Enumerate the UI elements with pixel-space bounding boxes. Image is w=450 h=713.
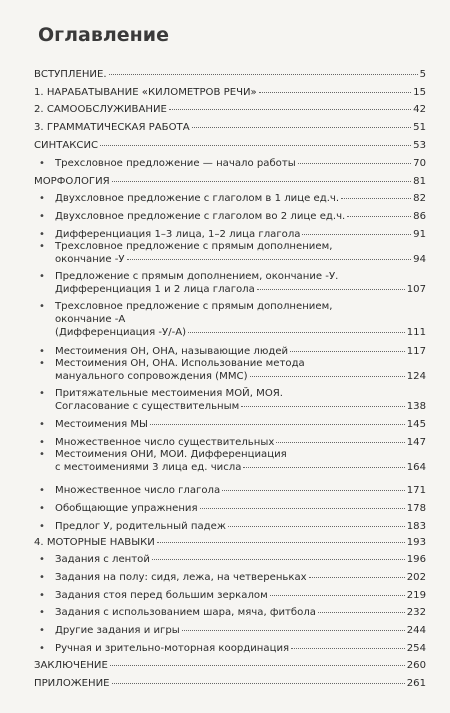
toc-entry[interactable]: [34, 68, 426, 81]
toc-page-number: 193: [406, 537, 426, 548]
toc-entry-text: 4. МОТОРНЫЕ НАВЫКИ: [34, 537, 155, 548]
toc-entry[interactable]: [39, 448, 426, 474]
dot-leader: [182, 630, 405, 631]
dot-leader: [298, 163, 411, 164]
toc-entry-text: ЗАКЛЮЧЕНИЕ: [34, 660, 108, 671]
bullet-icon: •: [39, 590, 45, 601]
toc-entry[interactable]: [34, 121, 426, 134]
dot-leader: [222, 490, 405, 491]
toc-entry[interactable]: [39, 606, 426, 619]
bullet-icon: •: [39, 643, 45, 654]
toc-entry-text: Местоимения МЫ: [55, 419, 148, 430]
dot-leader: [241, 406, 405, 407]
toc-entry-text: Предложение с прямым дополнением, окончание -У.: [55, 271, 339, 282]
bullet-icon: •: [39, 358, 45, 369]
bullet-icon: •: [39, 437, 45, 448]
dot-leader: [127, 259, 412, 260]
toc-entry[interactable]: [39, 300, 426, 339]
dot-leader: [188, 332, 405, 333]
toc-page-number: 111: [406, 327, 426, 338]
toc-entry-text: МОРФОЛОГИЯ: [34, 176, 110, 187]
dot-leader: [157, 542, 405, 543]
bullet-icon: •: [39, 554, 45, 565]
bullet-icon: •: [39, 301, 45, 312]
dot-leader: [250, 376, 405, 377]
toc-entry[interactable]: [39, 270, 426, 296]
toc-page-number: 147: [406, 437, 426, 448]
toc-page-number: 107: [406, 284, 426, 295]
toc-entry-text: (Дифференциация -У/-А): [55, 327, 187, 338]
dot-leader: [341, 198, 411, 199]
toc-page-number: 244: [406, 625, 426, 636]
toc-entry-text: Предлог У, родительный падеж: [55, 521, 226, 532]
bullet-icon: •: [39, 193, 45, 204]
dot-leader: [112, 683, 405, 684]
dot-leader: [200, 508, 405, 509]
bullet-icon: •: [39, 485, 45, 496]
toc-entry-text: Дифференциация 1 и 2 лица глагола: [55, 284, 255, 295]
dot-leader: [318, 612, 405, 613]
toc-entry-text: окончание -А: [55, 314, 126, 325]
toc-entry-text: окончание -У: [55, 254, 125, 265]
toc-page-number: 254: [406, 643, 426, 654]
toc-entry-text: Согласование с существительным: [55, 401, 240, 412]
bullet-icon: •: [39, 503, 45, 514]
toc-entry-text: Дифференциация 1–3 лица, 1–2 лица глагола: [55, 229, 301, 240]
toc-page-number: 5: [419, 69, 426, 80]
toc-page-number: 117: [406, 346, 426, 357]
toc-entry-text: Притяжательные местоимения МОЙ, МОЯ.: [55, 388, 284, 399]
bullet-icon: •: [39, 625, 45, 636]
toc-page-number: 178: [406, 503, 426, 514]
toc-entry-text: СИНТАКСИС: [34, 140, 99, 151]
toc-page-number: 15: [413, 87, 426, 98]
dot-leader: [290, 351, 405, 352]
bullet-icon: •: [39, 607, 45, 618]
toc-page-number: 82: [413, 193, 426, 204]
bullet-icon: •: [39, 572, 45, 583]
toc-entry-text: Задания стоя перед большим зеркалом: [55, 590, 268, 601]
toc-entry[interactable]: [39, 642, 426, 655]
toc-entry-text: ВСТУПЛЕНИЕ.: [34, 69, 107, 80]
dot-leader: [169, 109, 411, 110]
bullet-icon: •: [39, 158, 45, 169]
toc-entry[interactable]: [39, 210, 426, 223]
toc-entry-text: Обобщающие упражнения: [55, 503, 198, 514]
toc-entry-text: Задания на полу: сидя, лежа, на четвереньках: [55, 572, 307, 583]
toc-entry[interactable]: [39, 553, 426, 566]
toc-entry[interactable]: [34, 536, 426, 549]
toc-entry[interactable]: [39, 192, 426, 205]
toc-page-number: 53: [413, 140, 426, 151]
page-title: Оглавление: [38, 24, 169, 46]
toc-entry-text: с местоимениями 3 лица ед. числа: [55, 462, 242, 473]
toc-entry-text: Двухсловное предложение с глаголом в 1 лице ед.ч.: [55, 193, 340, 204]
toc-page-number: 232: [406, 607, 426, 618]
toc-page-number: 171: [406, 485, 426, 496]
bullet-icon: •: [39, 521, 45, 532]
toc-entry[interactable]: [34, 677, 426, 690]
toc-entry[interactable]: [39, 624, 426, 637]
toc-entry[interactable]: [39, 418, 426, 431]
toc-page-number: 51: [413, 122, 426, 133]
dot-leader: [276, 442, 404, 443]
dot-leader: [347, 216, 411, 217]
dot-leader: [291, 648, 405, 649]
toc-entry[interactable]: [39, 571, 426, 584]
toc-entry-text: Местоимения ОН, ОНА, называющие людей: [55, 346, 289, 357]
toc-page-number: 81: [413, 176, 426, 187]
toc-entry[interactable]: [34, 103, 426, 116]
toc-page-number: 261: [406, 678, 426, 689]
dot-leader: [257, 289, 405, 290]
bullet-icon: •: [39, 346, 45, 357]
dot-leader: [110, 665, 405, 666]
toc-entry-text: Задания с лентой: [55, 554, 150, 565]
toc-entry-text: Местоимения ОНИ, МОИ. Дифференциация: [55, 449, 287, 460]
toc-page-number: 164: [406, 462, 426, 473]
toc-entry-text: Множественное число существительных: [55, 437, 275, 448]
toc-entry-text: Трехсловное предложение с прямым дополнением,: [55, 241, 333, 252]
toc-entry-text: Трехсловное предложение — начало работы: [55, 158, 296, 169]
dot-leader: [309, 577, 405, 578]
toc-page-number: 145: [406, 419, 426, 430]
dot-leader: [302, 234, 411, 235]
dot-leader: [100, 145, 411, 146]
dot-leader: [109, 74, 418, 75]
toc-page-number: 124: [406, 371, 426, 382]
dot-leader: [112, 181, 412, 182]
toc-entry[interactable]: [34, 139, 426, 152]
bullet-icon: •: [39, 229, 45, 240]
toc-entry-text: Ручная и зрительно-моторная координация: [55, 643, 290, 654]
toc-page-number: 42: [413, 104, 426, 115]
dot-leader: [150, 424, 405, 425]
toc-entry-text: Двухсловное предложение с глаголом во 2 лице ед.ч.: [55, 211, 346, 222]
toc-entry-text: 1. НАРАБАТЫВАНИЕ «КИЛОМЕТРОВ РЕЧИ»: [34, 87, 257, 98]
dot-leader: [228, 526, 405, 527]
bullet-icon: •: [39, 419, 45, 430]
bullet-icon: •: [39, 449, 45, 460]
toc-entry[interactable]: [39, 157, 426, 170]
toc-entry-text: Множественное число глагола: [55, 485, 221, 496]
toc-entry[interactable]: [39, 484, 426, 497]
bullet-icon: •: [39, 271, 45, 282]
toc-entry-text: Трехсловное предложение с прямым дополнением,: [55, 301, 333, 312]
toc-page-number: 183: [406, 521, 426, 532]
toc-entry[interactable]: [39, 387, 426, 413]
toc-page-number: 219: [406, 590, 426, 601]
bullet-icon: •: [39, 241, 45, 252]
dot-leader: [243, 467, 404, 468]
bullet-icon: •: [39, 211, 45, 222]
toc-entry-text: мануального сопровождения (ММС): [55, 371, 248, 382]
dot-leader: [259, 92, 411, 93]
toc-entry[interactable]: [39, 240, 426, 266]
toc-entry-text: ПРИЛОЖЕНИЕ: [34, 678, 110, 689]
toc-entry-text: 3. ГРАММАТИЧЕСКАЯ РАБОТА: [34, 122, 190, 133]
toc-entry-text: 2. САМООБСЛУЖИВАНИЕ: [34, 104, 167, 115]
toc-entry[interactable]: [34, 86, 426, 99]
toc-entry-text: Другие задания и игры: [55, 625, 180, 636]
toc-page-number: 196: [406, 554, 426, 565]
toc-page-number: 260: [406, 660, 426, 671]
toc-entry[interactable]: [39, 502, 426, 515]
toc-page-number: 202: [406, 572, 426, 583]
toc-entry-text: Местоимения ОН, ОНА. Использование метода: [55, 358, 305, 369]
toc-page-number: 70: [413, 158, 426, 169]
toc-entry[interactable]: [39, 520, 426, 533]
dot-leader: [192, 127, 412, 128]
toc-page-number: 138: [406, 401, 426, 412]
toc-entry[interactable]: [34, 659, 426, 672]
toc-page-number: 91: [413, 229, 426, 240]
toc-entry[interactable]: [39, 589, 426, 602]
dot-leader: [152, 559, 405, 560]
dot-leader: [270, 595, 405, 596]
toc-entry-text: Задания с использованием шара, мяча, фитбола: [55, 607, 316, 618]
toc-page-number: 86: [413, 211, 426, 222]
bullet-icon: •: [39, 388, 45, 399]
toc-entry[interactable]: [39, 357, 426, 383]
toc-entry[interactable]: [34, 175, 426, 188]
toc-page-number: 94: [413, 254, 426, 265]
